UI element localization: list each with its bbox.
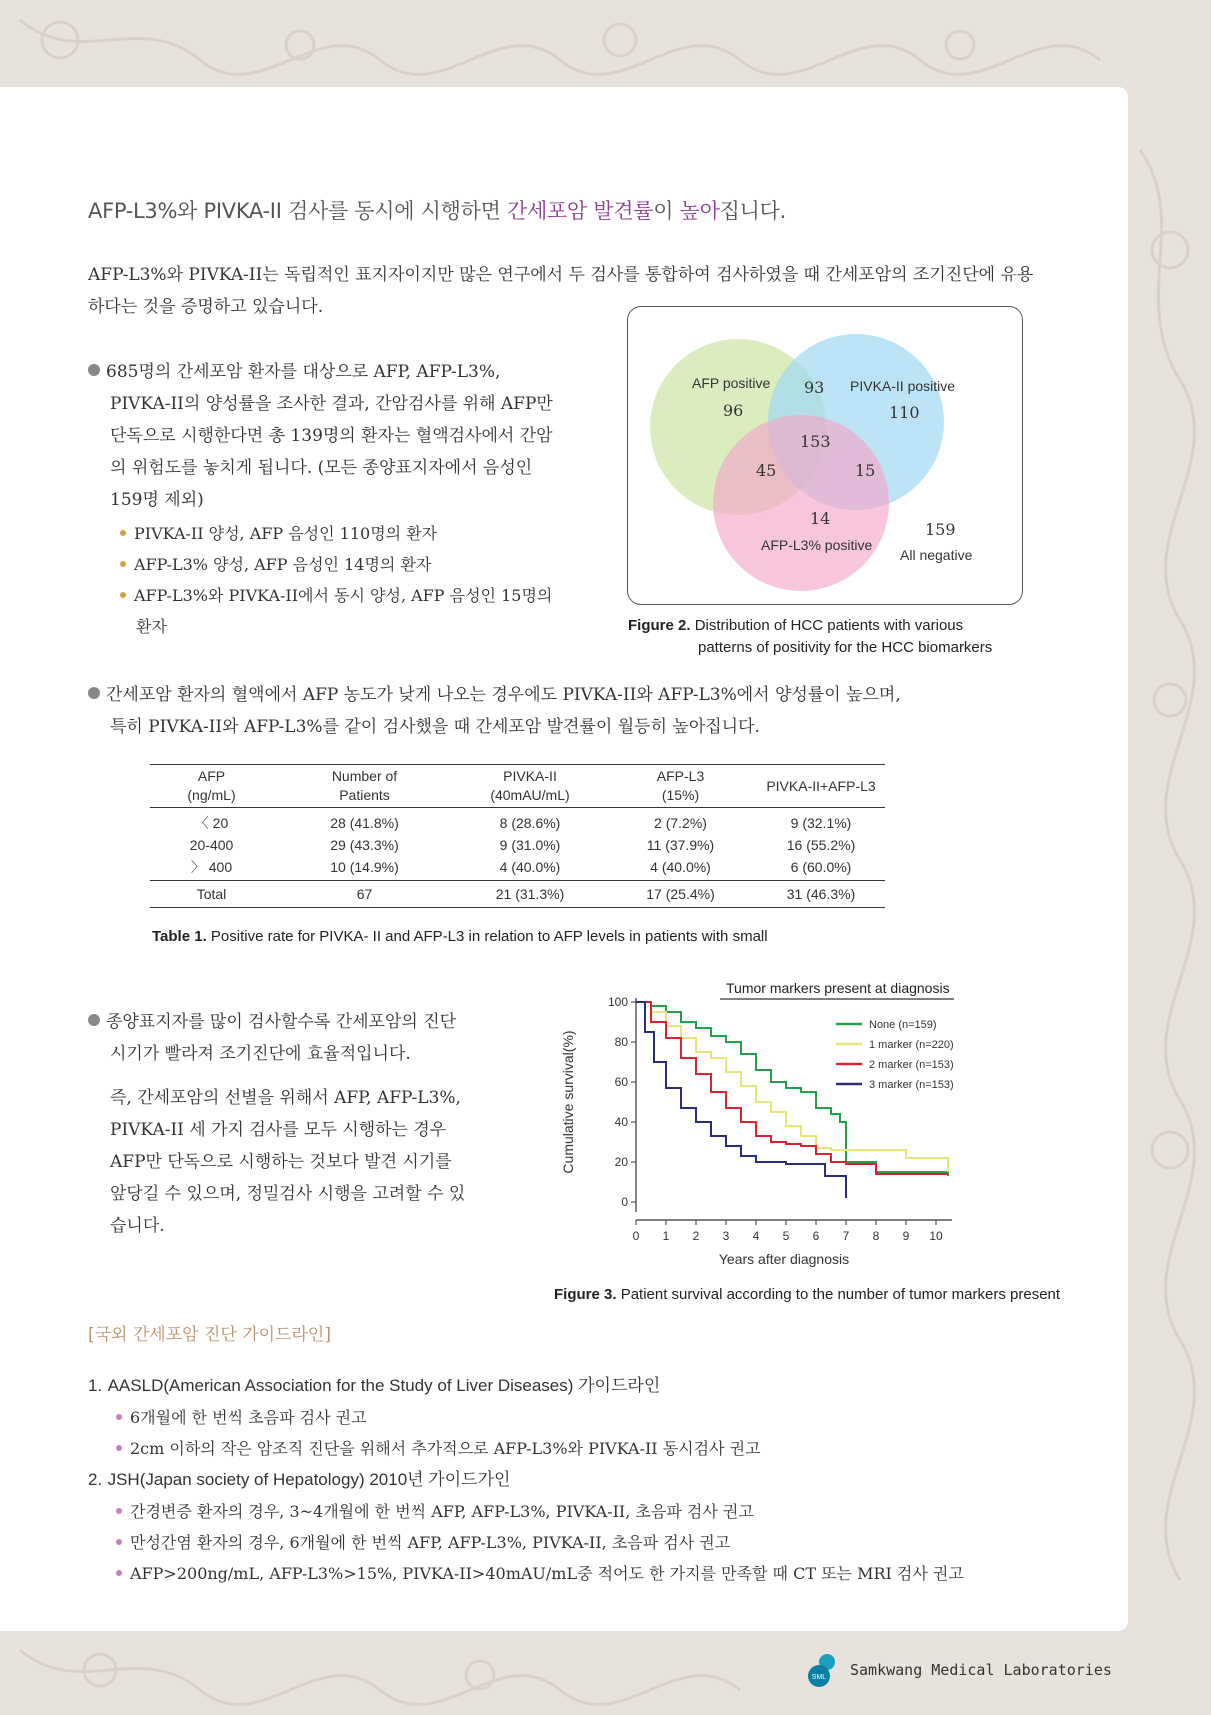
bullet-line: 159명 제외) <box>110 490 204 510</box>
table-header: PIVKA-II+AFP-L3 <box>766 777 876 794</box>
caption-label: Figure 2. <box>628 617 691 634</box>
sub-dot-icon <box>120 592 126 598</box>
x-tick-label: 7 <box>842 1229 850 1243</box>
bullet-dot-icon <box>88 1014 100 1026</box>
y-axis-label: Cumulative survival(%) <box>560 1030 576 1174</box>
x-tick-label: 6 <box>812 1229 820 1243</box>
series-line-4 <box>636 1002 846 1198</box>
sub-dot-icon <box>120 530 126 536</box>
table-header: AFP-L3 (15%) <box>656 768 705 803</box>
venn-diagram <box>627 306 1023 605</box>
sub-dot-icon <box>116 1539 122 1545</box>
company-name: Samkwang Medical Laboratories <box>850 1661 1112 1679</box>
bullet-line: 685명의 간세포암 환자를 대상으로 AFP, AFP-L3%, <box>88 356 588 388</box>
sub-dot-icon <box>116 1414 122 1420</box>
heading-text: 집니다. <box>719 199 786 223</box>
venn-label-negative: All negative <box>900 547 973 563</box>
paragraph-line: 즉, 간세포암의 선별을 위해서 AFP, AFP-L3%, <box>110 1088 461 1108</box>
y-tick-label: 80 <box>614 1035 628 1049</box>
intro-paragraph: AFP-L3%와 PIVKA-II는 독립적인 표지자이지만 많은 연구에서 두 검사를 통합하여 검사하였을 때 간세포암의 조기진단에 유용하다는 것을 증명하고 있습니다. <box>88 265 1034 317</box>
table-total-row: Total 67 21 (31.3%) 17 (25.4%) 31 (46.3%) <box>196 886 856 902</box>
y-tick-label: 20 <box>614 1155 628 1169</box>
venn-label-l3: AFP-L3% positive <box>761 537 873 553</box>
sub-dot-icon <box>120 561 126 567</box>
legend-entry: 2 marker (n=153) <box>869 1059 954 1071</box>
x-tick-label: 1 <box>662 1229 670 1243</box>
caption-label: Figure 3. <box>554 1286 617 1303</box>
sub-bullet: AFP-L3% 양성, AFP 음성인 14명의 환자 <box>88 549 588 580</box>
guideline-item: 2. JSH(Japan society of Hepatology) 2010년 가이드가인 <box>88 1470 511 1489</box>
guideline-sub: 간경변증 환자의 경우, 3~4개월에 한 번씩 AFP, AFP-L3%, PIVKA-II, 초음파 검사 권고 <box>88 1496 1088 1527</box>
heading-highlight: 간세포암 발견률 <box>506 199 654 223</box>
table-header: Number of Patients <box>331 768 398 803</box>
table-1 <box>150 764 885 908</box>
x-tick-label: 0 <box>632 1229 640 1243</box>
bullet-line: 의 위험도를 놓치게 됩니다. (모든 종양표지자에서 음성인 <box>110 458 533 478</box>
sub-dot-icon <box>116 1508 122 1514</box>
bullet-line: 간세포암 환자의 혈액에서 AFP 농도가 낮게 나오는 경우에도 PIVKA-II와 AFP-L3%에서 양성률이 높으며, <box>88 679 1048 711</box>
bullet-block-1 <box>88 356 588 642</box>
sub-bullet: AFP-L3%와 PIVKA-II에서 동시 양성, AFP 음성인 15명의 <box>88 580 588 611</box>
table-1-caption: Table 1. Positive rate for PIVKA- II and AFP-L3 in relation to AFP levels in patients with small <box>152 928 768 945</box>
sub-bullet-cont: 환자 <box>136 617 167 636</box>
venn-count: 159 <box>925 520 956 539</box>
heading-text: AFP-L3%와 PIVKA-II 검사를 동시에 시행하면 <box>88 199 507 223</box>
venn-label-pivka: PIVKA-II positive <box>850 378 956 394</box>
y-tick-label: 40 <box>614 1115 628 1129</box>
x-tick-label: 3 <box>722 1229 730 1243</box>
x-axis-label: Years after diagnosis <box>718 1251 850 1267</box>
x-tick-label: 10 <box>929 1229 943 1243</box>
bullet-dot-icon <box>88 687 100 699</box>
figure-3-caption: Figure 3. Patient survival according to the number of tumor markers present <box>554 1286 1061 1303</box>
legend-entry: None (n=159) <box>869 1019 937 1031</box>
bullet-line: 단독으로 시행한다면 총 139명의 환자는 혈액검사에서 간암 <box>110 426 553 446</box>
bullet-block-3 <box>88 1006 508 1242</box>
bullet-line: 종양표지자를 많이 검사할수록 간세포암의 진단 <box>88 1006 508 1038</box>
table-header: AFP (ng/mL) <box>187 768 236 803</box>
data-table <box>150 764 885 908</box>
bullet-line: 시기가 빨라져 조기진단에 효율적입니다. <box>110 1044 411 1064</box>
legend-entry: 1 marker (n=220) <box>869 1039 954 1051</box>
venn-count: 45 <box>756 461 777 480</box>
caption-label: Table 1. <box>152 928 207 945</box>
sub-dot-icon <box>116 1445 122 1451</box>
guideline-sub: 2cm 이하의 작은 암조직 진단을 위해서 추가적으로 AFP-L3%와 PIVKA-II 동시검사 권고 <box>88 1433 1088 1464</box>
bullet-line: PIVKA-II의 양성률을 조사한 결과, 간암검사를 위해 AFP만 <box>110 394 553 414</box>
guidelines-title: [국외 간세포암 진단 가이드라인] <box>88 1325 331 1345</box>
x-tick-label: 8 <box>872 1229 880 1243</box>
figure-2-caption: Figure 2. Distribution of HCC patients with various <box>628 617 964 634</box>
bullet-line: 특히 PIVKA-II와 AFP-L3%를 같이 검사했을 때 간세포암 발견률이 월등히 높아집니다. <box>110 717 760 737</box>
venn-count: 15 <box>855 461 876 480</box>
venn-count: 153 <box>800 432 831 451</box>
table-row: 20-400 29 (43.3%) 9 (31.0%) 11 (37.9%) 16 (55.2%) <box>189 837 856 853</box>
company-logo <box>805 1650 845 1690</box>
figure-2-caption-cont: patterns of positivity for the HCC biomarkers <box>698 639 993 656</box>
guideline-sub: 만성간염 환자의 경우, 6개월에 한 번씩 AFP, AFP-L3%, PIVKA-II, 초음파 검사 권고 <box>88 1527 1088 1558</box>
guidelines-list <box>88 1370 1088 1589</box>
chart-title: Tumor markers present at diagnosis <box>726 980 950 996</box>
venn-count: 110 <box>889 403 920 422</box>
venn-count: 14 <box>810 509 831 528</box>
heading-highlight: 높아 <box>679 199 720 223</box>
y-tick-label: 60 <box>614 1075 628 1089</box>
paragraph-line: 습니다. <box>110 1216 165 1236</box>
section-heading <box>88 195 786 225</box>
table-header: PIVKA-II (40mAU/mL) <box>490 768 570 803</box>
bullet-block-2 <box>88 679 1048 743</box>
table-row: 〉 400 10 (14.9%) 4 (40.0%) 4 (40.0%) 6 (60.0%) <box>150 856 885 881</box>
guideline-sub: AFP>200ng/mL, AFP-L3%>15%, PIVKA-II>40mAU/mL중 적어도 한 가지를 만족할 때 CT 또는 MRI 검사 권고 <box>88 1558 1088 1589</box>
logo-icon <box>805 1650 845 1690</box>
y-tick-label: 100 <box>607 995 628 1009</box>
table-header-row <box>150 765 885 808</box>
x-tick-label: 9 <box>902 1229 910 1243</box>
x-tick-label: 5 <box>782 1229 790 1243</box>
x-tick-label: 4 <box>752 1229 760 1243</box>
venn-count: 93 <box>804 378 825 397</box>
table-row: 〈 20 28 (41.8%) 8 (28.6%) 2 (7.2%) 9 (32.1%) <box>194 815 852 831</box>
sub-dot-icon <box>116 1570 122 1576</box>
survival-chart <box>550 970 990 1280</box>
venn-count: 96 <box>723 401 744 420</box>
legend-entry: 3 marker (n=153) <box>869 1079 954 1091</box>
bullet-dot-icon <box>88 364 100 376</box>
x-tick-label: 2 <box>692 1229 700 1243</box>
paragraph-line: PIVKA-II 세 가지 검사를 모두 시행하는 경우 <box>110 1120 447 1140</box>
guideline-item: 1. AASLD(American Association for the Study of Liver Diseases) 가이드라인 <box>88 1376 661 1395</box>
svg-text:SML: SML <box>811 1674 827 1681</box>
guideline-sub: 6개월에 한 번씩 초음파 검사 권고 <box>88 1402 1088 1433</box>
heading-text: 이 <box>653 199 680 223</box>
y-tick-label: 0 <box>621 1195 628 1209</box>
paragraph-line: AFP만 단독으로 시행하는 것보다 발견 시기를 <box>110 1152 452 1172</box>
sub-bullet: PIVKA-II 양성, AFP 음성인 110명의 환자 <box>88 518 588 549</box>
venn-label-afp: AFP positive <box>692 375 771 391</box>
paragraph-line: 앞당길 수 있으며, 정밀검사 시행을 고려할 수 있 <box>110 1184 466 1204</box>
